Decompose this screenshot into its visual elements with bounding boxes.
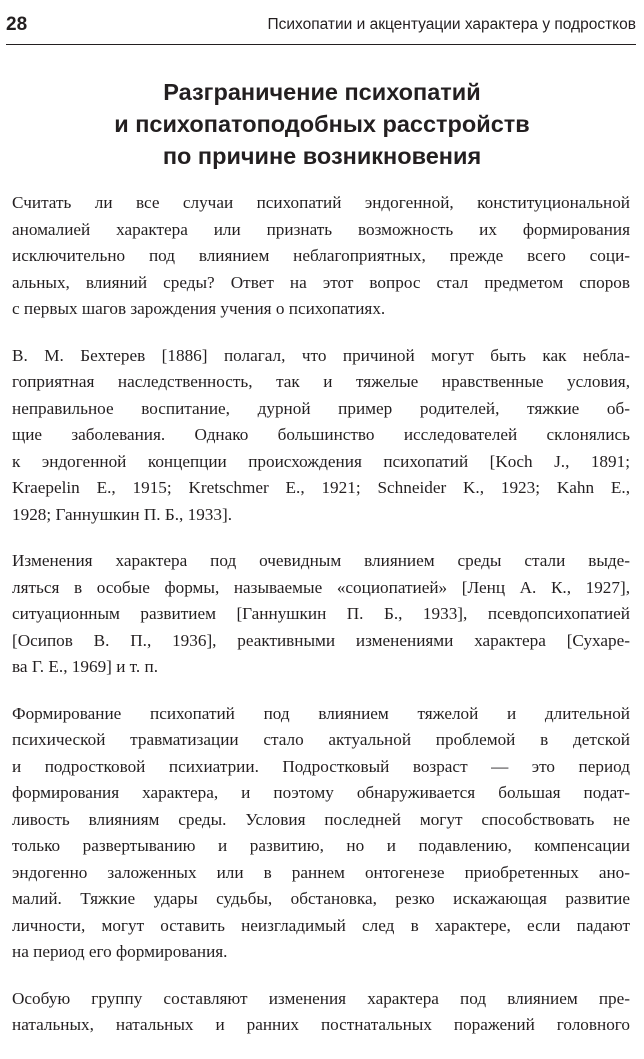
text-line: ляться в особые формы, называемые «социопатией» [Ленц А. К., 1927], [12, 577, 630, 597]
text-line: аномалией характера или признать возможность их формирования [12, 219, 630, 239]
text-line: гоприятная наследственность, так и тяжелые нравственные условия, [12, 372, 630, 391]
text-line: [Осипов В. П., 1936], реактивными изменениями характера [Сухаре- [12, 630, 630, 650]
text-line: ливость влияниям среды. Условия последней могут способствовать не [12, 809, 630, 829]
paragraph [12, 986, 630, 1039]
running-title: Психопатии и акцентуации характера у подростков [267, 16, 636, 33]
text-line: неправильное воспитание, дурной пример родителей, тяжкие об- [12, 398, 630, 418]
text-line: альных, влияний среды? Ответ на этот вопрос стал предметом споров [12, 272, 630, 292]
section-title-line: Разграничение психопатий [163, 79, 481, 105]
text-line: малий. Тяжкие удары судьбы, обстановка, резко искажающая развитие [12, 889, 630, 908]
paragraph [12, 548, 630, 681]
section-title [0, 76, 644, 172]
text-line: натальных, натальных и ранних постнатальных поражений головного [12, 1015, 630, 1034]
text-line: эндогенно заложенных или в раннем онтогенезе приобретенных ано- [12, 862, 630, 882]
text-line: Kraepelin E., 1915; Kretschmer E., 1921; Schneider K., 1923; Kahn E., [12, 478, 630, 497]
paragraph [12, 701, 630, 966]
text-line: Изменения характера под очевидным влиянием среды стали выде- [12, 551, 630, 570]
text-line: Считать ли все случаи психопатий эндогенной, конституциональной [12, 193, 630, 212]
text-line: и подростковой психиатрии. Подростковый возраст — это период [12, 756, 630, 776]
paragraph [12, 343, 630, 529]
body-text [12, 190, 630, 1059]
text-line: В. М. Бехтерев [1886] полагал, что причиной могут быть как небла- [12, 345, 630, 365]
text-line: на период его формирования. [12, 942, 228, 961]
paragraph [12, 190, 630, 323]
section-title-line: по причине возникновения [162, 143, 482, 169]
text-line: формирования характера, и поэтому обнаруживается большая подат- [12, 783, 630, 802]
text-line: щие заболевания. Однако большинство исследователей склонялись [12, 425, 630, 444]
page-number: 28 [6, 14, 28, 35]
text-line: психической травматизации стало актуальной проблемой в детской [12, 730, 630, 749]
text-line: Особую группу составляют изменения характера под влиянием пре- [12, 988, 630, 1008]
text-line: личности, могут оставить неизгладимый след в характере, если падают [12, 915, 630, 935]
text-line: ва Г. Е., 1969] и т. п. [12, 657, 158, 676]
text-line: к эндогенной концепции происхождения психопатий [Koch J., 1891; [12, 451, 630, 471]
text-line: Формирование психопатий под влиянием тяжелой и длительной [12, 703, 630, 723]
text-line: только развертыванию и развитию, но и подавлению, компенсации [12, 836, 630, 855]
text-line: с первых шагов зарождения учения о психопатиях. [12, 299, 386, 318]
text-line: ситуационным развитием [Ганнушкин П. Б., 1933], псевдопсихопатией [12, 604, 630, 623]
text-line: 1928; Ганнушкин П. Б., 1933]. [12, 504, 233, 524]
section-title-line: и психопатоподобных расстройств [114, 111, 530, 137]
running-header [6, 10, 636, 45]
text-line: исключительно под влиянием неблагоприятных, прежде всего соци- [12, 246, 630, 265]
